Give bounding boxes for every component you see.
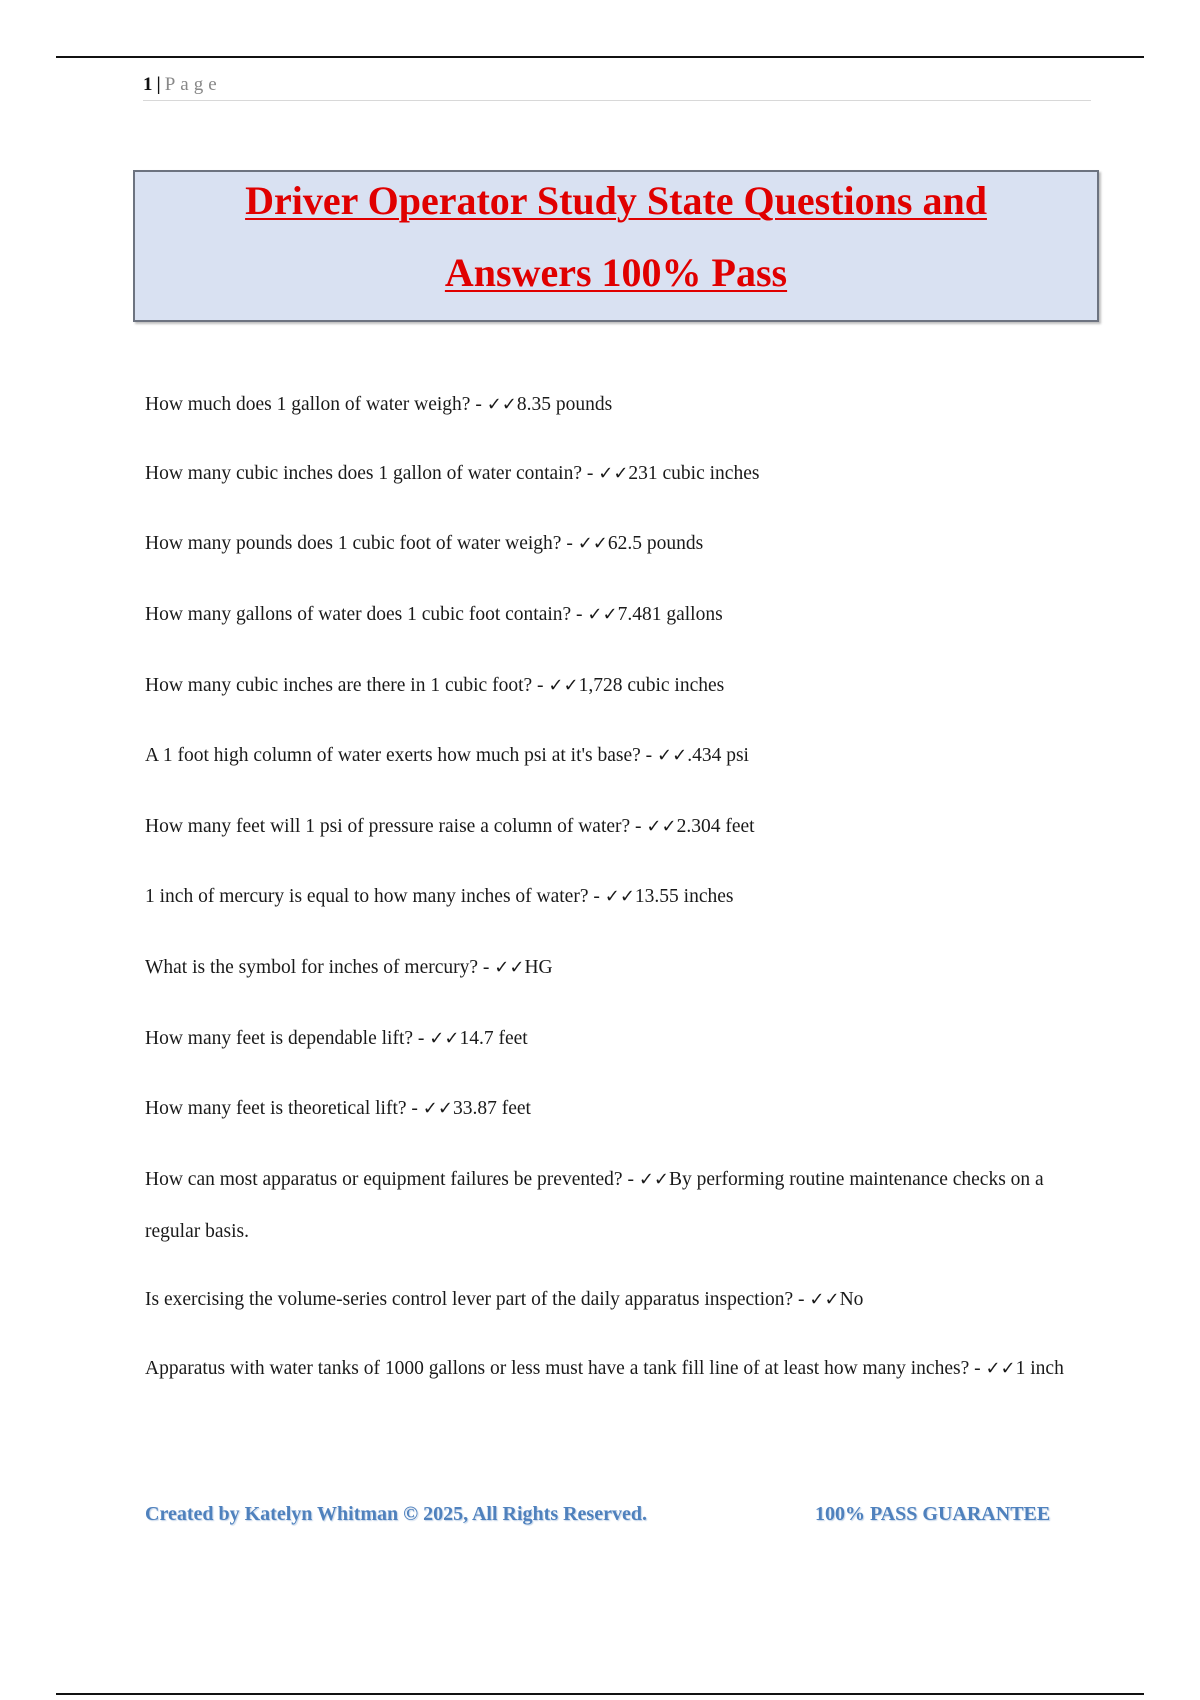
question-text: How can most apparatus or equipment failures be prevented? -	[145, 1169, 639, 1190]
answer-text: By performing routine maintenance checks on a regular basis.	[145, 1169, 1044, 1242]
question-text: What is the symbol for inches of mercury? -	[145, 957, 495, 978]
check-icon: ✓✓	[604, 886, 635, 907]
qa-item	[145, 518, 1095, 570]
answer-text: No	[839, 1289, 864, 1310]
page-number: 1	[143, 74, 153, 95]
question-text: Apparatus with water tanks of 1000 gallons or less must have a tank fill line of at least how many inches? -	[145, 1358, 986, 1379]
check-icon: ✓✓	[598, 463, 629, 484]
answer-text: 33.87 feet	[452, 1098, 531, 1119]
check-icon: ✓✓	[422, 1098, 453, 1119]
footer-guarantee: 100% PASS GUARANTEE	[815, 1503, 1051, 1525]
question-text: How much does 1 gallon of water weigh? -	[145, 394, 487, 415]
check-icon: ✓✓	[638, 1169, 669, 1190]
check-icon: ✓✓	[657, 745, 688, 766]
page-label: Page	[164, 74, 222, 95]
qa-item	[145, 1274, 1095, 1326]
check-icon: ✓✓	[985, 1358, 1016, 1379]
answer-text: HG	[524, 957, 553, 978]
check-icon: ✓✓	[548, 675, 579, 696]
check-icon: ✓✓	[577, 533, 608, 554]
answer-text: 231 cubic inches	[628, 463, 760, 484]
answer-text: 1 inch	[1015, 1358, 1064, 1379]
answer-text: 1,728 cubic inches	[578, 675, 725, 696]
qa-item	[145, 730, 1095, 782]
check-icon: ✓✓	[646, 816, 677, 837]
check-icon: ✓✓	[587, 604, 618, 625]
question-text: How many feet is theoretical lift? -	[145, 1098, 423, 1119]
top-rule	[56, 56, 1144, 58]
answer-text: 14.7 feet	[459, 1028, 528, 1049]
question-text: 1 inch of mercury is equal to how many inches of water? -	[145, 886, 605, 907]
page-separator: |	[156, 74, 161, 95]
question-text: How many cubic inches are there in 1 cubic foot? -	[145, 675, 549, 696]
question-text: A 1 foot high column of water exerts how much psi at it's base? -	[145, 745, 658, 766]
bottom-rule	[56, 1693, 1144, 1695]
question-text: How many feet will 1 psi of pressure raise a column of water? -	[145, 816, 647, 837]
qa-item	[145, 660, 1095, 712]
qa-item	[145, 1343, 1095, 1395]
qa-item	[145, 871, 1095, 923]
answer-text: 13.55 inches	[634, 886, 734, 907]
question-text: How many pounds does 1 cubic foot of water weigh? -	[145, 533, 578, 554]
qa-item	[145, 589, 1095, 641]
qa-item	[145, 448, 1095, 500]
question-text: How many cubic inches does 1 gallon of water contain? -	[145, 463, 599, 484]
qa-item	[145, 1013, 1095, 1065]
qa-item	[145, 1154, 1095, 1258]
question-text: How many feet is dependable lift? -	[145, 1028, 430, 1049]
answer-text: 2.304 feet	[676, 816, 755, 837]
question-text: Is exercising the volume-series control lever part of the daily apparatus inspection? -	[145, 1289, 810, 1310]
answer-text: .434 psi	[687, 745, 749, 766]
check-icon: ✓✓	[429, 1028, 460, 1049]
title-box	[133, 170, 1099, 322]
question-text: How many gallons of water does 1 cubic foot contain? -	[145, 604, 588, 625]
answer-text: 8.35 pounds	[516, 394, 613, 415]
footer-copyright: Created by Katelyn Whitman © 2025, All Rights Reserved.	[145, 1503, 647, 1525]
qa-item	[145, 379, 1095, 431]
check-icon: ✓✓	[809, 1289, 840, 1310]
answer-text: 7.481 gallons	[617, 604, 723, 625]
document-title-line-2: Answers 100% Pass	[444, 250, 788, 295]
qa-item	[145, 1083, 1095, 1135]
check-icon: ✓✓	[486, 394, 517, 415]
check-icon: ✓✓	[494, 957, 525, 978]
answer-text: 62.5 pounds	[607, 533, 704, 554]
document-title-line-1: Driver Operator Study State Questions and	[245, 178, 987, 223]
page-header	[143, 72, 1091, 101]
qa-item	[145, 801, 1095, 853]
qa-item	[145, 942, 1095, 994]
